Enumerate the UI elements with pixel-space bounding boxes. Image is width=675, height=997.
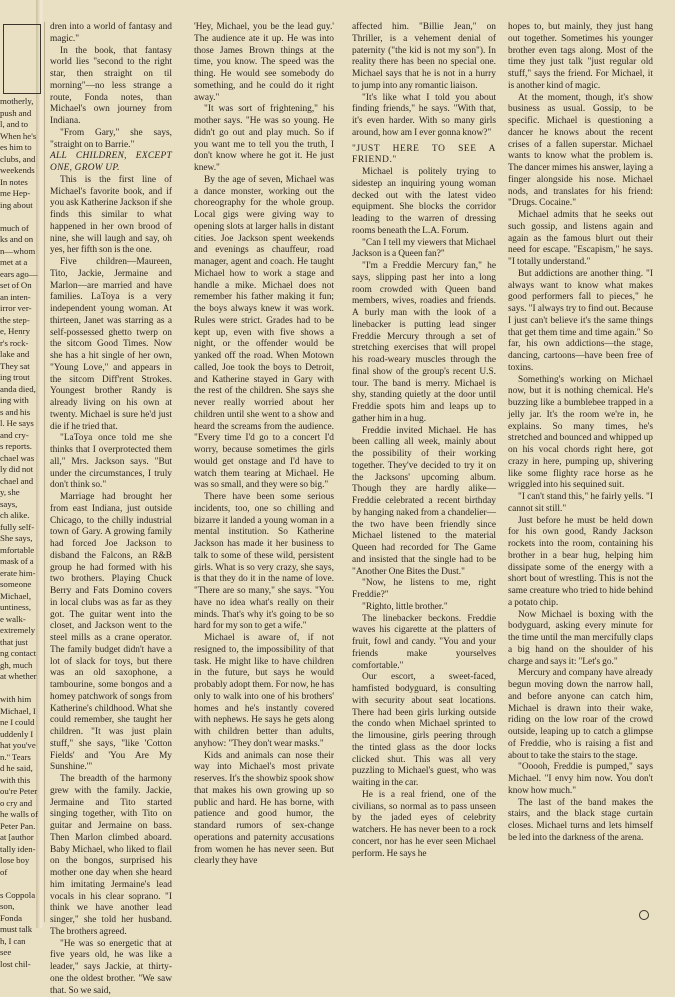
paragraph: Michael is aware of, if not resigned to, the impossibility of that task. He might like to have children in the future, but says he would probably adopt them. For now, he has only to walk into one of his brothers' homes and he's instantly covered with nephews. He says he gets along with children better than adults, anyhow: "They don't wear masks." <box>194 633 334 751</box>
clipped-line: clubs, and <box>0 154 38 166</box>
paragraph: "It's like what I told you about finding friends," he says. "With that, it's even harder. With so many girls around, how am I ever gonna know?" <box>352 93 496 140</box>
clipped-box <box>3 24 41 94</box>
clipped-line: ch alike. <box>0 510 38 522</box>
clipped-line: es him to <box>0 142 38 154</box>
clipped-line: the step- <box>0 315 38 327</box>
paragraph: Mercury and company have already begun moving down the narrow hall, and before anyone can catch him, Michael is drawn into their wake, riding on the low roar of the crowd outside, leaping up to catch a glimpse of Freddie, who is raising a fist and about to take the stairs to the stage. <box>508 668 653 762</box>
clipped-line <box>0 683 38 695</box>
paragraph: Just before he must be held down for his own good, Randy Jackson rockets into the room, containing his brother in a bear hug, helping him dissipate some of the energy with a short bout of wrestling. This is not the same creature who tried to hide behind a potato chip. <box>508 516 653 610</box>
clipped-line: irror ver- <box>0 303 38 315</box>
clipped-line: e, Henry <box>0 326 38 338</box>
paragraph: "Can I tell my viewers that Michael Jackson is a Queen fan?" <box>352 238 496 262</box>
clipped-line: fully self- <box>0 522 38 534</box>
paragraph: hopes to, but mainly, they just hang out together. Sometimes his younger brother even tags along. Most of the time they just talk "just regular old stuff," says the friend. For Michael, it is another kind of magic. <box>508 22 653 93</box>
clipped-line: Peter Pan. <box>0 821 38 833</box>
clipped-line: l, and to <box>0 119 38 131</box>
clipped-line: at [author <box>0 832 38 844</box>
clipped-line: and cry- <box>0 430 38 442</box>
clipped-line: ne I could <box>0 717 38 729</box>
clipped-line: someone <box>0 579 38 591</box>
clipped-line: anda died, <box>0 384 38 396</box>
clipped-line: Michael, I <box>0 706 38 718</box>
clipped-line <box>0 211 38 223</box>
paragraph: "He was so energetic that at five years old, he was like a leader," says Jackie, at thirty-one the oldest brother. "We saw that. So we said, <box>50 939 172 997</box>
clipped-line: with him <box>0 694 38 706</box>
paragraph: But addictions are another thing. "I always want to know what makes good performers fall to pieces," he says. "I always try to find out. Because I just can't believe it's the same things that get them time and time again." So far, his own addictions—the stage, dancing, cartoons—have been free of toxins. <box>508 269 653 375</box>
paragraph: Freddie invited Michael. He has been calling all week, mainly about the possibility of their working together. They've decided to try it on the Jacksons' upcoming album. Though they are hardly alike—Freddie celebrated a recent birthday by hanging naked from a chandelier—the two have been friendly since Michael listened to the material Queen had recorded for The Game and insisted that the single had to be "Another One Bites the Dust." <box>352 426 496 579</box>
clipped-line <box>0 878 38 890</box>
paragraph: Now Michael is boxing with the bodyguard, asking every minute for the time until the man mercifully claps a big hand on the shoulder of his charge and says it: "Let's go." <box>508 610 653 669</box>
clipped-line: untiness, <box>0 602 38 614</box>
clipped-line: uddenly I <box>0 729 38 741</box>
clipped-line: ing trout <box>0 372 38 384</box>
paragraph: Marriage had brought her from east Indiana, just outside Chicago, to the chilly industrial town of Gary. A growing family had forced Joe Jackson to disband the Falcons, an R&B group he had formed with his two brothers. Playing Chuck Berry and Fats Domino covers in local clubs was as far as they got. The guitar went into the closet, and Jackson went to the steel mills as a crane operator. The family budget didn't have a lot of slack for toys, but there was an old saxophone, a tambourine, some bongos and a homey patchwork of songs from Katherine's childhood. What she could remember, she taught her children. "It was just plain stuff," she says, "like 'Cotton Fields' and 'You Are My Sunshine.'" <box>50 492 172 774</box>
clipped-line: weekends <box>0 165 38 177</box>
clipped-line: with this <box>0 775 38 787</box>
paragraph: This is the first line of Michael's favorite book, and if you ask Katherine Jackson if she finds this similar to what happened in her own brood of nine, she will laugh and say, oh yes, her fifth son is the one. <box>50 175 172 257</box>
paragraph: "Now, he listens to me, right Freddie?" <box>352 578 496 602</box>
clipped-line: When he's <box>0 131 38 143</box>
column-1 <box>50 22 172 922</box>
clipped-line: hat you've <box>0 740 38 752</box>
paragraph: The linebacker beckons. Freddie waves his cigarette at the platters of fruit, fowl and candy. "You and your friends make yourselves comfortable." <box>352 614 496 673</box>
clipped-line: ou're Peter <box>0 786 38 798</box>
paragraph: He is a real friend, one of the civilians, so normal as to pass unseen by the jaded eyes of celebrity watchers. He has never been to a rock concert, nor has he ever seen Michael perform. He says he <box>352 790 496 861</box>
clipped-line: e walk- <box>0 614 38 626</box>
paragraph: "I can't stand this," he fairly yells. "I cannot sit still." <box>508 492 653 516</box>
paragraph: "I'm a Freddie Mercury fan," he says, slipping past her into a long room crowded with Queen band members, wives, roadies and friends. A burly man with the look of a linebacker is putting lead singer Freddie Mercury through a set of stretching exercises that will propel his road-weary muscles through the final show of the group's recent U.S. tour. The band is merry. Michael is shy, standing quietly at the door until Freddie spots him and leaps up to gather him in a hug. <box>352 261 496 426</box>
paragraph: Five children—Maureen, Tito, Jackie, Jermaine and Marlon—are married and have families. LaToya is a very independent young woman. At thirteen, Janet was starring as a self-possessed ghetto twerp on the sitcom Good Times. Now she has a hit single of her own, "Young Love," and appears in the sitcom Diff'rent Strokes. Youngest brother Randy is already living on his own at twenty. Michael is sure he'd just die if he tried that. <box>50 257 172 433</box>
clipped-line: ears ago— <box>0 269 38 281</box>
column-4 <box>508 22 653 922</box>
paragraph: Something's working on Michael now, but it is nothing chemical. He's buzzing like a bumblebee trapped in a jelly jar. It's the room we're in, he explains. So many times, he's stretched and bounced and whipped up on his vocal chords right here, got crazy in here, pumping up, shivering like some flighty race horse as he wriggled into his sequined suit. <box>508 375 653 493</box>
clipped-line: set of On <box>0 280 38 292</box>
paragraph: Kids and animals can nose their way into Michael's most private reserves. It's the showbiz spook show that makes his own growing up so public and hard. He has borne, with patience and good humor, the standard rumors of sex-change operations and paternity accusations from women he has never seen. But clearly they have <box>194 751 334 869</box>
clipped-line: lake and <box>0 349 38 361</box>
clipped-line: ing about <box>0 200 38 212</box>
paragraph: "From Gary," she says, "straight on to Barrie." <box>50 128 172 152</box>
paragraph: "Righto, little brother." <box>352 602 496 614</box>
clipped-line: s Coppola <box>0 890 38 902</box>
clipped-line: much of <box>0 223 38 235</box>
clipped-line: n—whom <box>0 246 38 258</box>
clipped-line: an inten- <box>0 292 38 304</box>
clipped-line: mfortable <box>0 545 38 557</box>
clipped-line: h, I can see <box>0 936 38 959</box>
clipped-line: that just <box>0 637 38 649</box>
clipped-line: must talk <box>0 924 38 936</box>
clipped-line: ing with <box>0 395 38 407</box>
clipped-line: n." Tears <box>0 752 38 764</box>
paragraph: dren into a world of fantasy and magic." <box>50 22 172 46</box>
clipped-line: s reports. <box>0 441 38 453</box>
clipped-line: l. He says <box>0 418 38 430</box>
paragraph: There have been some serious incidents, too, one so chilling and bizarre it landed a young woman in a mental institution. So Katherine Jackson has made it her business to talk to some of these wild, persistent girls. What is so very crazy, she says, is that they do it in the name of love. "There are so many," she says. "You have no idea what's really on their minds. That's why it's going to be so hard for my son to get a wife." <box>194 492 334 633</box>
paragraph: Michael admits that he seeks out such gossip, and listens again and again as the famous blurt out their need for escape. "Escapism," he says. "I totally understand." <box>508 210 653 269</box>
paragraph: "LaToya once told me she thinks that I overprotected them all," Mrs. Jackson says. "But under the circumstances, I truly don't think so." <box>50 433 172 492</box>
paragraph: At the moment, though, it's show business as usual. Gossip, to be specific. Michael is questioning a dancer he knows about the recent crises of a fallen superstar. Michael wants to know what the problem is. The dancer mimes his answer, laying a finger alongside his nose. Michael nods, and translates for his friend: "Drugs. Cocaine." <box>508 93 653 211</box>
paragraph: By the age of seven, Michael was a dance monster, working out the choreography for the whole group. Local gigs were giving way to opening slots at larger halls in distant cities. Joe Jackson spent weekends and evenings as chauffeur, road manager, agent and coach. He taught Michael how to work a stage and handle a mike. Michael does not remember his father making it fun; the boys always knew it was work. Rules were strict. Grades had to be kept up, even with five shows a night, or the offender would be yanked off the road. When Motown called, Joe took the boys to Detroit, and Katherine stayed in Gary with the rest of the children. She says she never really worried about her children until she went to a show and heard the screams from the audience. "Every time I'd go to a concert I'd worry, because sometimes the girls would get onstage and I'd have to watch them tearing at Michael. He was so small, and they were so big." <box>194 175 334 492</box>
clipped-line: he walls of <box>0 809 38 821</box>
paragraph: "It was sort of frightening," his mother says. "He was so young. He didn't go out and play much. So if you want me to tell you the truth, I don't know where he got it. He just knew." <box>194 104 334 175</box>
clipped-line: y, she says, <box>0 487 38 510</box>
clipped-line: mask of a <box>0 556 38 568</box>
paragraph: Michael is politely trying to sidestep an inquiring young woman decked out with the latest video equipment. She blocks the corridor leading to the warren of dressing rooms beneath the L.A. Forum. <box>352 167 496 238</box>
clipped-line: d he said, <box>0 763 38 775</box>
clipped-line: s and his <box>0 407 38 419</box>
clipped-line: lost chil- <box>0 959 38 971</box>
clipped-line: She says, <box>0 533 38 545</box>
clipped-line: o cry and <box>0 798 38 810</box>
end-mark-icon <box>639 910 649 920</box>
paragraph: In the book, that fantasy world lies "second to the right star, then straight on til morning"—no less strange a route, Fonda notes, than Michael's own journey from Indiana. <box>50 46 172 128</box>
column-rule <box>44 22 45 922</box>
clipped-line: lose boy of <box>0 855 38 878</box>
clipped-line: chael and <box>0 476 38 488</box>
clipped-line: at whether <box>0 671 38 683</box>
column-0-clipped <box>0 96 38 926</box>
clipped-line: They sat <box>0 361 38 373</box>
clipped-line: ng contact <box>0 648 38 660</box>
clipped-line: son, Fonda <box>0 901 38 924</box>
clipped-line: ly did not <box>0 464 38 476</box>
clipped-line: extremely <box>0 625 38 637</box>
clipped-line: r's rock- <box>0 338 38 350</box>
subhead: ALL CHILDREN, EXCEPT ONE, GROW UP. <box>50 151 172 175</box>
paragraph: Our escort, a sweet-faced, hamfisted bodyguard, is consulting with security about seat locations. There had been girls lurking outside the condo when Michael sprinted to the limousine, girls peering through the tinted glass as the door locks clicked shut. This was all very puzzling to Michael's guest, who was waiting in the car. <box>352 672 496 790</box>
clipped-line: push and <box>0 108 38 120</box>
clipped-line: In notes <box>0 177 38 189</box>
clipped-line: erate him- <box>0 568 38 580</box>
clipped-line: ks and on <box>0 234 38 246</box>
clipped-line: met at a <box>0 257 38 269</box>
column-2 <box>194 22 334 922</box>
clipped-line: tally iden- <box>0 844 38 856</box>
paragraph: 'Hey, Michael, you be the lead guy.' The audience ate it up. He was into those James Brown things at the time, you know. The speed was the thing. He would see somebody do something, and he could do it right away." <box>194 22 334 104</box>
clipped-line: Michael, <box>0 591 38 603</box>
clipped-line: gh, much <box>0 660 38 672</box>
paragraph: affected him. "Billie Jean," on Thriller, is a vehement denial of paternity ("the kid is not my son"). In reality there has been no special one. Michael says that he is not in a hurry to jump into any romantic liaison. <box>352 22 496 93</box>
paragraph: "Ooooh, Freddie is pumped," says Michael. "I envy him now. You don't know how much." <box>508 762 653 797</box>
clipped-line: motherly, <box>0 96 38 108</box>
clipped-line: me Hep- <box>0 188 38 200</box>
paragraph: The breadth of the harmony grew with the family. Jackie, Jermaine and Tito started singing together, with Tito on guitar and Jermaine on bass. Then Marlon climbed aboard. Baby Michael, who liked to flail on the bongos, surprised his mother one day when she heard him imitating Jermaine's lead vocals in his clear soprano. "I think we have another lead singer," she told her husband. The brothers agreed. <box>50 774 172 939</box>
column-3 <box>352 22 496 922</box>
clipped-line: chael was <box>0 453 38 465</box>
paragraph: The last of the band makes the stairs, and the black stage curtain closes. Michael turns and lets himself be led into the darkness of the arena. <box>508 798 653 845</box>
subhead: "JUST HERE TO SEE A FRIEND." <box>352 144 496 168</box>
